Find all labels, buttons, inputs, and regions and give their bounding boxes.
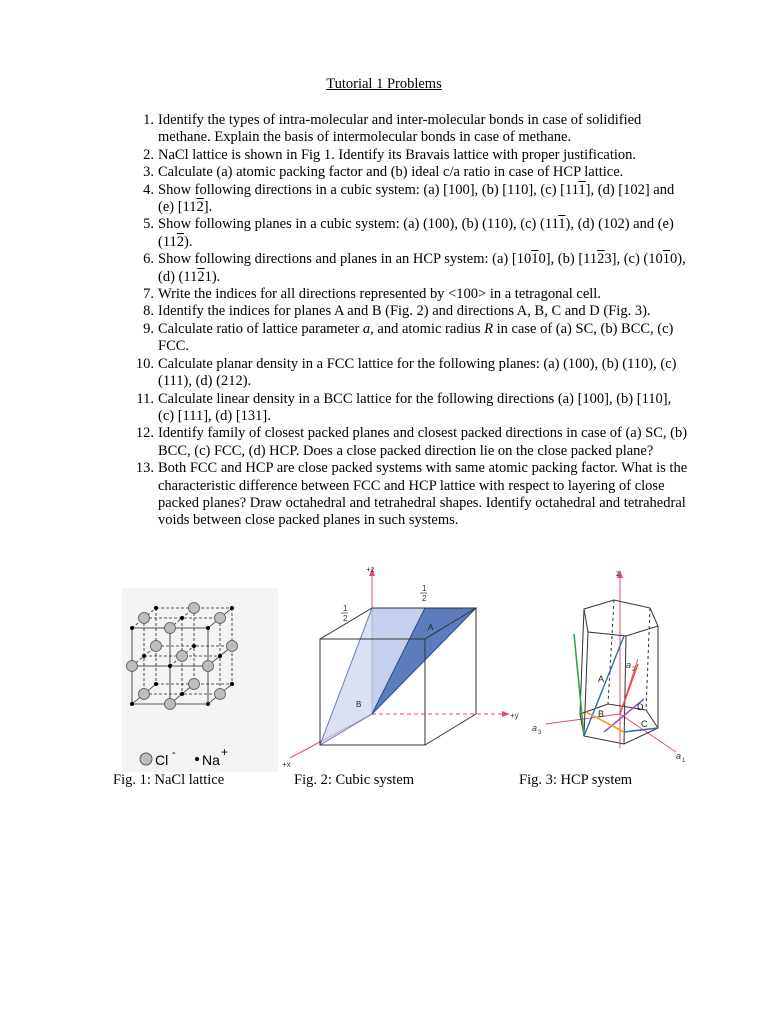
problem-text-part: 1 xyxy=(662,251,670,268)
problem-item xyxy=(130,321,690,356)
svg-text:a: a xyxy=(676,751,682,761)
problem-text-part: ], (d) [102] and (e) [11 xyxy=(158,181,675,216)
problem-item xyxy=(130,286,690,303)
problem-number: 2. xyxy=(143,146,154,163)
problem-number: 10. xyxy=(135,355,154,372)
problem-text-part: Both FCC and HCP are close packed systems with same atomic packing factor. What is the characteristic difference between FCC and HCP lattice with respect to layering of close packed planes? Draw octahedral and tetrahedral shapes. Identify octahedral and tetrahedral voids between close packed planes in such systems. xyxy=(158,460,688,529)
na-ion xyxy=(206,702,210,706)
svg-text:+: + xyxy=(221,745,229,759)
problem-text-part: Show following planes in a cubic system: (a) (100), (b) (110), (c) (11 xyxy=(158,216,559,233)
problem-text-part: , and atomic radius xyxy=(370,320,485,337)
problem-text-part: 1 xyxy=(531,251,539,268)
problem-text-part: 2 xyxy=(197,268,205,285)
problem-number: 9. xyxy=(143,320,154,337)
problem-text-part: 1 xyxy=(578,181,586,198)
cl-ion xyxy=(203,661,214,672)
problem-text-part: 1 xyxy=(558,216,566,233)
problem-text-part: in case of (a) SC, (b) BCC, (c) FCC. xyxy=(158,320,674,355)
problem-number: 7. xyxy=(143,286,154,303)
problem-text-part: R xyxy=(484,320,493,337)
problem-number: 12. xyxy=(135,425,154,442)
svg-text:2: 2 xyxy=(343,614,348,623)
svg-text:-: - xyxy=(172,747,176,759)
fig3-caption: Fig. 3: HCP system xyxy=(519,772,633,788)
x-axis-label: +x xyxy=(282,760,291,769)
svg-text:2: 2 xyxy=(422,594,427,603)
problem-text-part: 0), (d) (11 xyxy=(158,251,686,285)
problem-text-part: Identify family of closest packed planes and closest packed directions in case of (a) SC, (b) BCC, (c) FCC, (d) HCP. Does a close packed direction lie on the close packed plane? xyxy=(158,425,688,459)
problem-text-part: 2 xyxy=(176,233,185,250)
problem-item xyxy=(130,460,690,530)
problem-number: 3. xyxy=(143,164,154,181)
page-title: Tutorial 1 Problems xyxy=(326,76,442,92)
direction-a-label: A xyxy=(598,674,605,684)
problem-number: 13. xyxy=(135,460,154,477)
cl-ion xyxy=(227,641,238,652)
na-ion xyxy=(230,606,234,610)
problem-item xyxy=(130,182,690,217)
cl-ion xyxy=(151,641,162,652)
problem-item xyxy=(130,112,690,147)
problem-item xyxy=(130,147,690,164)
problem-item xyxy=(130,356,690,391)
plane-b-label: B xyxy=(356,700,362,709)
problem-text-part: Identify the indices for planes A and B (Fig. 2) and directions A, B, C and D (Fig. 3). xyxy=(158,303,651,320)
direction-c-label: C xyxy=(641,719,648,729)
problem-text-part: a xyxy=(362,320,371,337)
problem-text-part: Calculate linear density in a BCC lattice for the following directions (a) [100], (b) [110], (c) [111], (d) [131]. xyxy=(158,390,672,424)
na-ion xyxy=(180,692,184,696)
na-legend-icon xyxy=(195,757,199,761)
cl-ion xyxy=(127,661,138,672)
problem-text-part: 1). xyxy=(204,268,221,285)
cl-ion xyxy=(177,651,188,662)
problem-item xyxy=(130,216,690,251)
na-ion xyxy=(218,654,222,658)
problem-text-part: Calculate (a) atomic packing factor and (b) ideal c/a ratio in case of HCP lattice. xyxy=(158,164,624,181)
fig1-caption: Fig. 1: NaCl lattice xyxy=(113,772,225,788)
na-ion xyxy=(180,616,184,620)
problem-item xyxy=(130,391,690,426)
cl-ion xyxy=(189,679,200,690)
problem-item xyxy=(130,251,690,286)
problem-text-part: 2 xyxy=(196,199,204,216)
cl-ion xyxy=(165,623,176,634)
na-ion xyxy=(192,644,196,648)
problem-text-part: 3], (c) (10 xyxy=(604,251,663,268)
problem-text-part: Identify the types of intra-molecular and inter-molecular bonds in case of solidified methane. Explain the basis of intermolecular bonds in case of methane. xyxy=(158,112,642,146)
figure-nacl-lattice xyxy=(122,588,278,772)
svg-text:2: 2 xyxy=(632,667,636,673)
cl-ion xyxy=(215,613,226,624)
svg-text:1: 1 xyxy=(682,758,686,764)
cl-legend-label: Cl xyxy=(155,752,169,768)
problem-text-part: ). xyxy=(184,233,193,250)
plane-a-label: A xyxy=(428,623,434,632)
problem-list xyxy=(130,112,690,530)
problem-text-part: 2 xyxy=(597,251,605,268)
problem-item xyxy=(130,425,690,460)
cl-ion xyxy=(189,603,200,614)
na-ion xyxy=(168,664,172,668)
problem-text-part: NaCl lattice is shown in Fig 1. Identify its Bravais lattice with proper justification. xyxy=(158,146,637,163)
na-ion xyxy=(130,702,134,706)
problem-item xyxy=(130,303,690,320)
svg-text:a: a xyxy=(626,660,632,670)
na-ion xyxy=(142,654,146,658)
na-ion xyxy=(206,626,210,630)
svg-text:3: 3 xyxy=(538,730,542,736)
svg-text:1: 1 xyxy=(422,584,427,593)
problem-number: 4. xyxy=(143,181,154,198)
nacl-lattice-atoms xyxy=(127,603,238,710)
cl-ion xyxy=(165,699,176,710)
figure-cubic-system xyxy=(280,562,520,772)
na-legend-label: Na xyxy=(202,752,220,768)
problem-text-part: ), (d) (102) and (e) (11 xyxy=(158,216,674,250)
direction-b-label: B xyxy=(598,709,605,719)
problem-number: 6. xyxy=(143,251,154,268)
na-ion xyxy=(154,682,158,686)
cl-ion xyxy=(139,613,150,624)
na-ion xyxy=(154,606,158,610)
fig2-caption: Fig. 2: Cubic system xyxy=(294,772,415,788)
cl-ion xyxy=(139,689,150,700)
cl-legend-icon xyxy=(140,753,152,765)
problem-item xyxy=(130,164,690,181)
hcp-top-face xyxy=(584,600,658,636)
problem-text-part: Show following directions and planes in an HCP system: (a) [10 xyxy=(158,251,532,268)
problem-number: 11. xyxy=(136,390,154,407)
na-ion xyxy=(230,682,234,686)
problem-number: 5. xyxy=(143,216,154,233)
figure-hcp-system xyxy=(526,564,696,764)
y-axis-label: +y xyxy=(510,711,519,720)
direction-d-label: D xyxy=(637,702,644,712)
problem-text-part: Calculate planar density in a FCC lattice for the following planes: (a) (100), (b) (110), (c) (111), (d) (212). xyxy=(158,355,677,390)
z-axis-label: z xyxy=(616,569,620,578)
problem-number: 1. xyxy=(143,112,154,128)
direction-b-arrow xyxy=(586,712,624,732)
z-axis-label: +z xyxy=(366,565,375,574)
problem-text-part: 0], (b) [11 xyxy=(538,251,598,268)
cl-ion xyxy=(215,689,226,700)
problem-text-part: Show following directions in a cubic system: (a) [100], (b) [110], (c) [11 xyxy=(158,181,579,198)
svg-text:a: a xyxy=(532,723,538,733)
problem-text-part: Write the indices for all directions represented by <100> in a tetragonal cell. xyxy=(158,286,601,303)
svg-text:1: 1 xyxy=(343,604,348,613)
na-ion xyxy=(130,626,134,630)
problem-text-part: Calculate ratio of lattice parameter xyxy=(158,320,363,337)
problem-number: 8. xyxy=(143,303,154,320)
problem-text-part: ]. xyxy=(203,199,213,216)
